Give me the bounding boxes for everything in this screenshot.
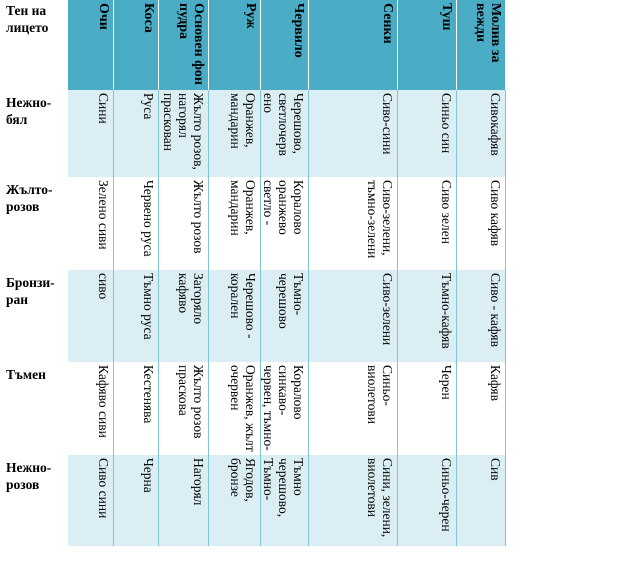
cell-text: Черешово, светлочерв ено	[261, 93, 306, 156]
row-header: Нежно-розов	[0, 455, 68, 546]
cell-text: Сиво кафяв	[488, 180, 503, 247]
corner-header: Тен на лицето	[0, 0, 68, 90]
table-cell	[114, 90, 159, 177]
table-cell	[398, 177, 457, 270]
table-cell	[68, 455, 114, 546]
cell-text: Загоряло кафяво	[176, 273, 206, 325]
cell-text: Коралово синкаво-червен, тъмно-	[261, 365, 306, 451]
table-cell	[159, 270, 209, 362]
row-header: Жълто-розов	[0, 177, 68, 270]
table-cell	[159, 362, 209, 455]
table-cell	[398, 455, 457, 546]
cell-text: Тъмно руса	[141, 273, 156, 340]
cell-text: Жълто розов, нагорял праскован	[161, 93, 206, 170]
table-cell	[159, 177, 209, 270]
column-header	[209, 0, 261, 90]
table-cell	[159, 90, 209, 177]
cell-text: Кестенява	[141, 365, 156, 424]
cell-text: Черен	[439, 365, 454, 400]
cell-text: Черешово - корален	[228, 273, 258, 339]
table-cell	[261, 362, 309, 455]
table-cell	[309, 362, 398, 455]
table-cell	[309, 270, 398, 362]
table-cell	[209, 90, 261, 177]
column-header-label: Коса	[141, 3, 156, 33]
cell-text: Оранжев, жълт очервен	[228, 365, 258, 452]
table-cell	[261, 455, 309, 546]
column-divider	[113, 90, 114, 546]
table-cell	[209, 362, 261, 455]
table-cell	[209, 455, 261, 546]
column-divider	[308, 90, 309, 546]
table-cell	[114, 362, 159, 455]
column-divider	[260, 90, 261, 546]
cell-text: Синьо-виолетови	[365, 365, 395, 424]
cell-text: Оранжев, мандарин	[228, 180, 258, 236]
cell-text: Червено руса	[141, 180, 156, 257]
column-header	[457, 0, 506, 90]
column-header	[398, 0, 457, 90]
cell-text: Тъмно черешово, Тъмно-	[261, 458, 306, 518]
cell-text: Тъмно-кафяв	[439, 273, 454, 349]
column-header-label: Червило	[291, 3, 306, 58]
cell-text: Жълто розов	[191, 180, 206, 254]
column-header-label: Туш	[439, 3, 454, 31]
table-cell	[68, 90, 114, 177]
table-cell	[309, 90, 398, 177]
cell-text: сиво	[96, 273, 111, 300]
cell-text: Сиво сини	[96, 458, 111, 519]
table-cell	[68, 270, 114, 362]
column-divider	[208, 90, 209, 546]
table-cell	[457, 90, 506, 177]
cell-text: Нагорял	[191, 458, 206, 506]
cell-text: Черна	[141, 458, 156, 493]
table-cell	[209, 177, 261, 270]
table-cell	[68, 362, 114, 455]
cell-text: Синьо-черен	[439, 458, 454, 532]
cell-text: Сини	[96, 93, 111, 124]
table-cell	[114, 270, 159, 362]
table-cell	[398, 362, 457, 455]
table-cell	[261, 270, 309, 362]
row-header: Нежно-бял	[0, 90, 68, 177]
cell-text: Ягодов, бронзе	[228, 458, 258, 502]
cell-text: Жълто розов праскова	[176, 365, 206, 439]
row-header: Тъмен	[0, 362, 68, 455]
table-cell	[398, 270, 457, 362]
table-cell	[114, 455, 159, 546]
column-header	[261, 0, 309, 90]
table-cell	[309, 455, 398, 546]
table-cell	[114, 177, 159, 270]
column-header-label: Молив за вежди	[473, 3, 503, 63]
table-cell	[68, 177, 114, 270]
table-cell	[457, 362, 506, 455]
table-cell	[457, 455, 506, 546]
row-header: Бронзи-ран	[0, 270, 68, 362]
column-divider	[158, 90, 159, 546]
column-header-label: Основен фон пудра	[176, 3, 206, 85]
cell-text: Сини, зелени, виолетови	[365, 458, 395, 538]
column-header-label: Очи	[96, 3, 111, 30]
column-header-label: Руж	[243, 3, 258, 29]
column-divider	[505, 90, 506, 546]
cell-text: Сиво-зелени	[380, 273, 395, 346]
cell-text: Сивокафяв	[488, 93, 503, 156]
table-cell	[457, 270, 506, 362]
cell-text: Сиво зелен	[439, 180, 454, 244]
cell-text: Коралово оранжево светло -	[261, 180, 306, 235]
cell-text: Кафяв	[488, 365, 503, 401]
cell-text: Сив	[488, 458, 503, 481]
table-cell	[159, 455, 209, 546]
column-divider	[397, 90, 398, 546]
cell-text: Синьо син	[439, 93, 454, 154]
column-divider	[456, 90, 457, 546]
column-header	[309, 0, 398, 90]
table-cell	[309, 177, 398, 270]
table-cell	[398, 90, 457, 177]
cell-text: Зелено сиви	[96, 180, 111, 250]
cell-text: Оранжев, мандарин	[228, 93, 258, 149]
column-header-label: Сенки	[380, 3, 395, 44]
column-header	[68, 0, 114, 90]
cell-text: Руса	[141, 93, 156, 120]
table-cell	[261, 177, 309, 270]
column-header	[114, 0, 159, 90]
table-cell	[209, 270, 261, 362]
table-cell	[261, 90, 309, 177]
cell-text: Сиво-сини	[380, 93, 395, 155]
table-cell	[457, 177, 506, 270]
column-header	[159, 0, 209, 90]
cell-text: Сиво-зелени, тъмно-зелени	[365, 180, 395, 259]
cell-text: Кафяво сиви	[96, 365, 111, 438]
cell-text: Сиво - кафяв	[488, 273, 503, 348]
cell-text: Тъмно-черешово	[276, 273, 306, 329]
